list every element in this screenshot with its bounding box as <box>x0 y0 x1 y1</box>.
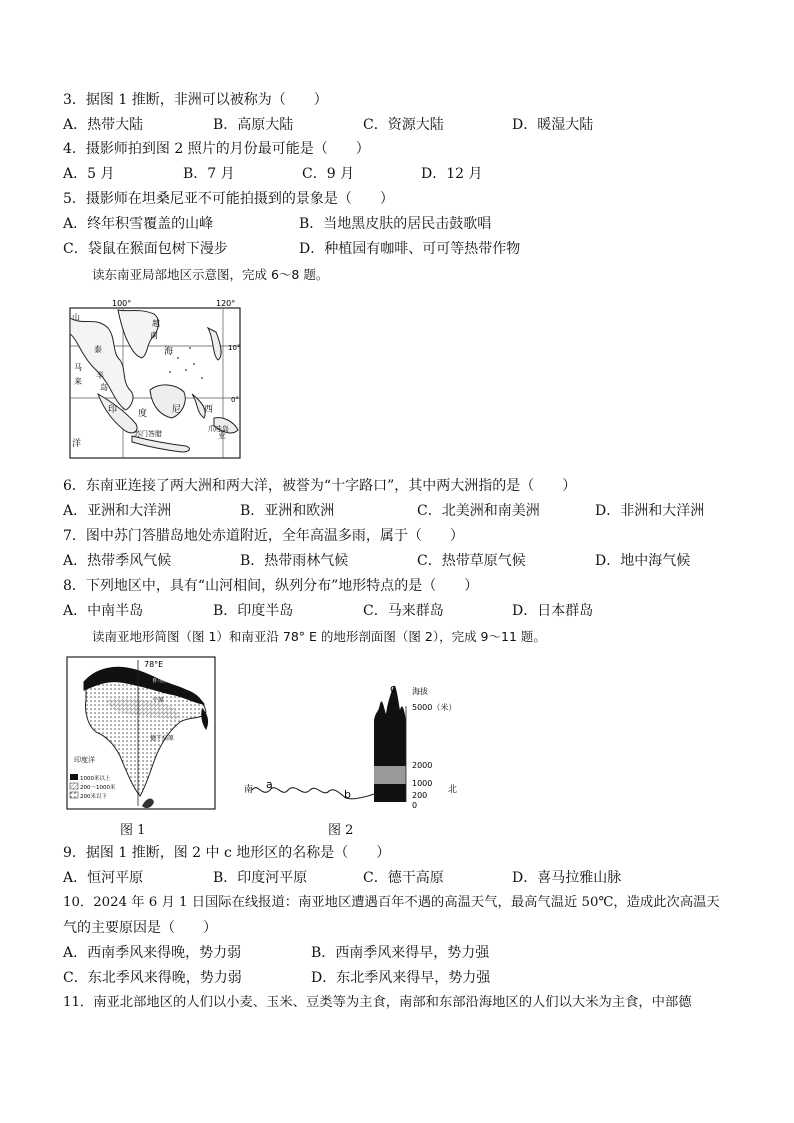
fig1-legend-2: 200～1000米 <box>80 785 116 791</box>
q4-stem: 4．摄影师拍到图 2 照片的月份最可能是（ ） <box>63 141 370 157</box>
svg-text:山: 山 <box>72 313 80 322</box>
q4-option-c: C．9 月 <box>302 166 355 182</box>
map1-lon-120: 120° <box>216 299 236 308</box>
q6-option-b: B．亚洲和欧洲 <box>240 503 335 519</box>
svg-text:印: 印 <box>108 405 118 415</box>
fig2-tick-1000: 1000 <box>412 779 433 788</box>
map1-label-java: 爪哇岛 <box>208 425 229 433</box>
fig1-legend-3: 200米以下 <box>80 794 107 800</box>
map1-lat-0: 0° <box>231 396 239 404</box>
fig2-tick-2000: 2000 <box>412 761 433 770</box>
q6-stem: 6．东南亚连接了两大洲和两大洋，被誉为“十字路口”，其中两大洲指的是（ ） <box>63 478 577 494</box>
q9-option-d: D．喜马拉雅山脉 <box>512 870 622 886</box>
fig1-legend-1: 1000米以上 <box>80 776 111 782</box>
map1-lon-100: 100° <box>112 299 132 308</box>
q8-option-a: A．中南半岛 <box>63 603 144 619</box>
terrain-profile-78e <box>240 680 470 810</box>
q10-stem-line2: 气的主要原因是（ ） <box>63 920 217 936</box>
fig1-caption: 图 1 <box>120 823 146 838</box>
q11-stem: 11．南亚北部地区的人们以小麦、玉米、豆类等为主食，南部和东部沿海地区的人们以大米为主食，中部德 <box>63 995 692 1010</box>
svg-text:马: 马 <box>74 363 82 372</box>
fig2-tick-200: 200 <box>412 791 428 800</box>
svg-text:泰: 泰 <box>94 345 102 354</box>
q5-option-d: D．种植园有咖啡、可可等热带作物 <box>299 241 521 257</box>
svg-text:南: 南 <box>150 331 158 340</box>
fig1-label-plain: 平原 <box>152 697 165 704</box>
fig2-label-a: a <box>266 778 273 791</box>
intro-9-11: 读南亚地形简图（图 1）和南亚沿 78° E 的地形剖面图（图 2），完成 9～11 题。 <box>92 629 546 644</box>
q3-stem: 3．据图 1 推断，非洲可以被称为（ ） <box>63 92 328 108</box>
q6-option-a: A．亚洲和大洋洲 <box>63 503 172 519</box>
q10-option-d: D．东北季风来得早，势力强 <box>311 970 491 986</box>
svg-text:亚: 亚 <box>218 431 226 440</box>
svg-text:度: 度 <box>138 409 148 419</box>
q10-option-a: A．西南季风来得晚，势力弱 <box>63 945 242 961</box>
q9-option-b: B．印度河平原 <box>213 870 308 886</box>
fig2-caption: 图 2 <box>328 823 354 838</box>
q8-option-d: D．日本群岛 <box>512 603 594 619</box>
q10-stem-line1: 10．2024 年 6 月 1 日国际在线报道：南亚地区遭遇百年不遇的高温天气，最高气温近 50℃，造成此次高温天 <box>63 895 720 910</box>
fig2-label-north: 北 <box>448 785 458 795</box>
q6-option-d: D．非洲和大洋洲 <box>595 503 705 519</box>
q3-option-d: D．暖湿大陆 <box>512 117 594 133</box>
q3-option-a: A．热带大陆 <box>63 117 144 133</box>
svg-text:来: 来 <box>74 377 82 386</box>
svg-text:尼: 尼 <box>172 405 182 415</box>
fig2-alt-unit: 5000（米） <box>412 703 457 712</box>
q3-option-c: C．资源大陆 <box>363 117 444 133</box>
q10-option-b: B．西南季风来得早，势力强 <box>311 945 490 961</box>
southeast-asia-map <box>68 298 246 462</box>
q5-option-c: C．袋鼠在猴面包树下漫步 <box>63 241 228 257</box>
svg-text:岛: 岛 <box>100 383 108 392</box>
q5-stem: 5．摄影师在坦桑尼亚不可能拍摄到的景象是（ ） <box>63 191 394 207</box>
svg-text:西: 西 <box>204 405 214 415</box>
fig2-tick-0: 0 <box>412 801 418 810</box>
q9-option-a: A．恒河平原 <box>63 870 144 886</box>
q7-option-a: A．热带季风气候 <box>63 553 172 569</box>
fig2-label-b: b <box>344 788 351 801</box>
q8-option-b: B．印度半岛 <box>213 603 294 619</box>
fig2-label-south: 南 <box>244 785 254 795</box>
svg-text:洋: 洋 <box>72 439 82 449</box>
south-asia-terrain-map <box>66 656 216 810</box>
intro-6-8: 读东南亚局部地区示意图，完成 6～8 题。 <box>92 267 329 282</box>
fig1-lon-78e: 78°E <box>144 660 164 669</box>
q8-option-c: C．马来群岛 <box>363 603 444 619</box>
q7-option-b: B．热带雨林气候 <box>240 553 349 569</box>
q4-option-a: A．5 月 <box>63 166 115 182</box>
fig2-label-c: c <box>390 682 397 695</box>
q9-stem: 9．据图 1 推断，图 2 中 c 地形区的名称是（ ） <box>63 845 391 861</box>
q4-option-d: D．12 月 <box>421 166 483 182</box>
q4-option-b: B．7 月 <box>183 166 235 182</box>
q7-option-d: D．地中海气候 <box>595 553 691 569</box>
fig2-alt-title: 海拔 <box>412 687 428 696</box>
q7-option-c: C．热带草原气候 <box>417 553 526 569</box>
fig1-label-ocean: 印度洋 <box>74 756 95 764</box>
svg-text:海: 海 <box>164 347 174 357</box>
map1-label-sumatra: 苏门答腊 <box>134 430 162 438</box>
q7-stem: 7．图中苏门答腊岛地处赤道附近，全年高温多雨，属于（ ） <box>63 528 464 544</box>
q6-option-c: C．北美洲和南美洲 <box>417 503 540 519</box>
svg-text:越: 越 <box>152 319 160 328</box>
map1-lat-10: 10° <box>228 344 241 352</box>
q5-option-a: A．终年积雪覆盖的山峰 <box>63 216 214 232</box>
fig1-label-deccan: 德干高原 <box>150 735 175 742</box>
q10-option-c: C．东北季风来得晚，势力弱 <box>63 970 242 986</box>
q3-option-b: B．高原大陆 <box>213 117 294 133</box>
svg-text:半: 半 <box>96 371 104 380</box>
q8-stem: 8．下列地区中，具有“山河相间，纵列分布”地形特点的是（ ） <box>63 578 479 594</box>
q5-option-b: B．当地黑皮肤的居民击鼓歌唱 <box>299 216 492 232</box>
q9-option-c: C．德干高原 <box>363 870 444 886</box>
fig1-label-himalaya: 喜马拉雅山脉 <box>152 678 183 684</box>
